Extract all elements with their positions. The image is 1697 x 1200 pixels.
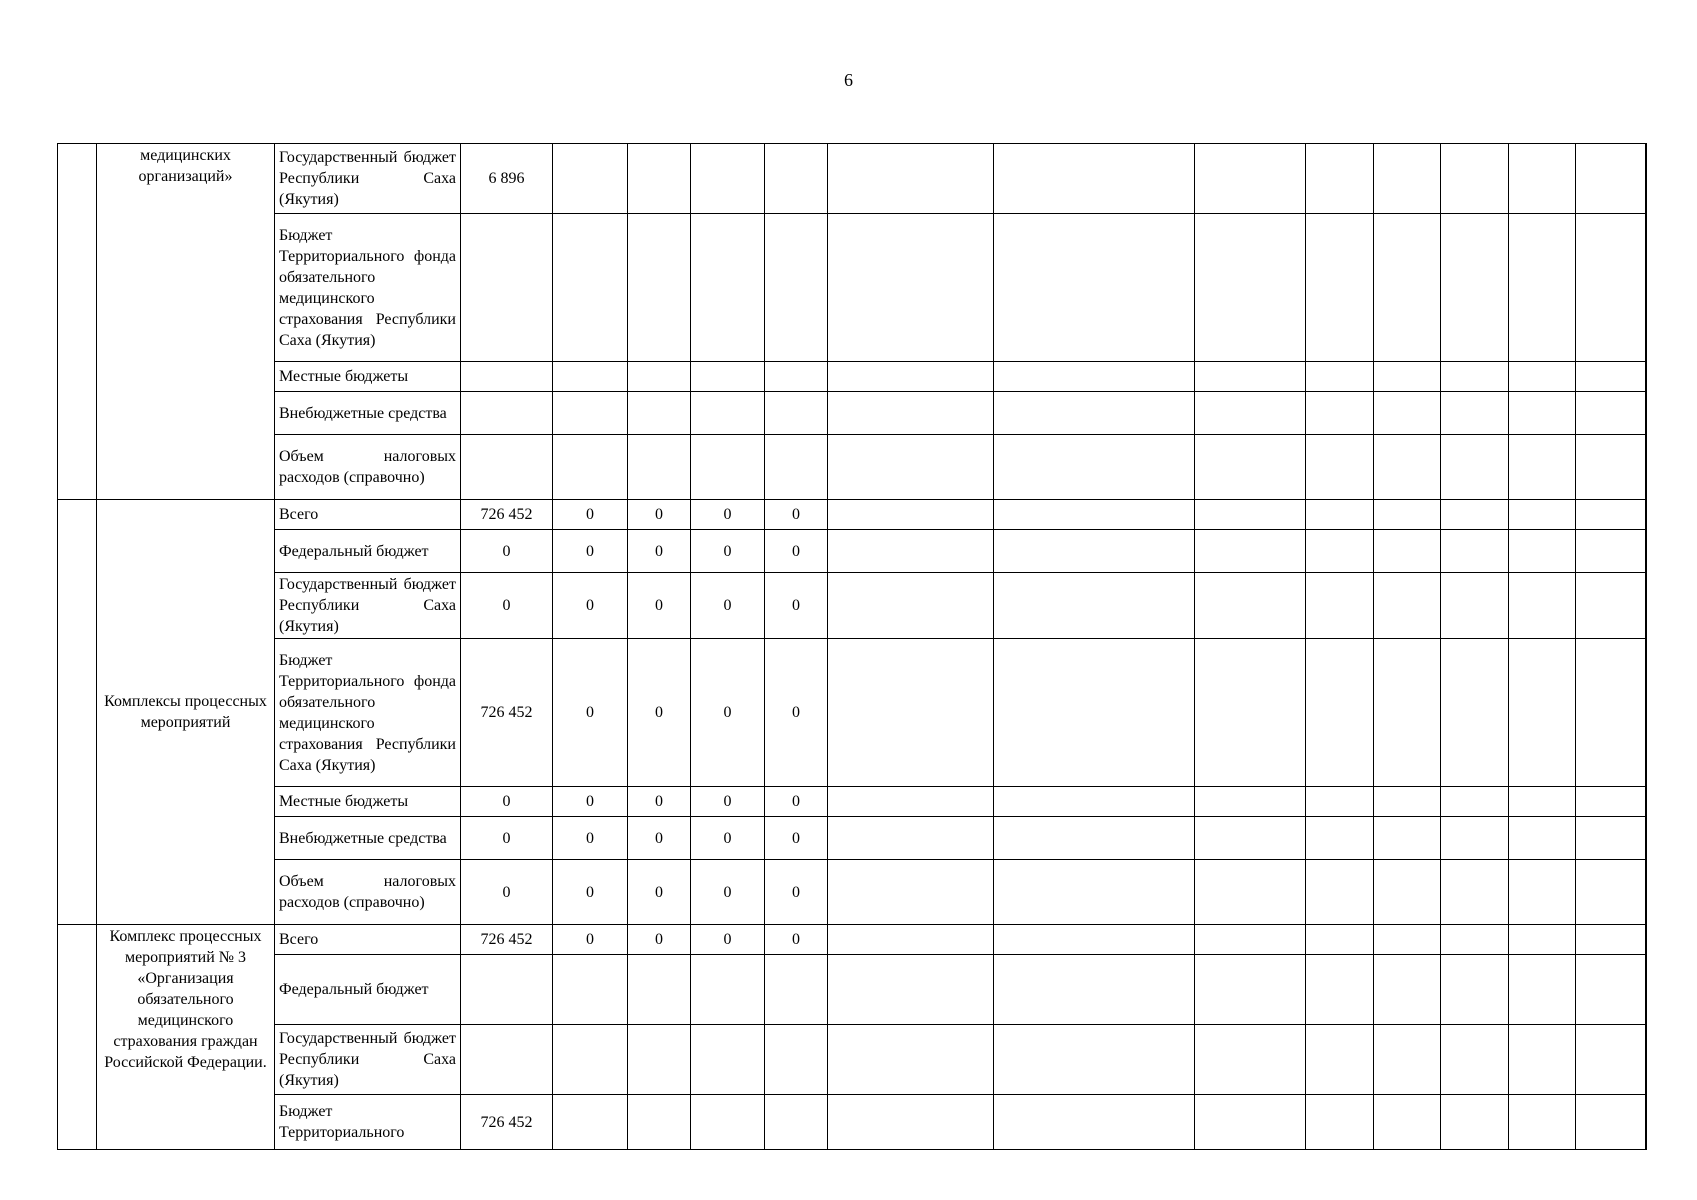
funding-source-cell: Государственный бюджет Республики Саха (Якутия) [275, 1025, 461, 1095]
empty-cell [1441, 639, 1509, 787]
empty-cell [828, 639, 994, 787]
empty-cell [1646, 1025, 1647, 1095]
empty-cell [1441, 392, 1509, 435]
empty-cell [1576, 925, 1646, 955]
row-number-cell [58, 144, 97, 500]
empty-cell [1374, 787, 1441, 817]
value-cell [553, 435, 628, 500]
empty-cell [1195, 573, 1306, 639]
empty-cell [1576, 787, 1646, 817]
value-cell: 0 [553, 500, 628, 530]
empty-cell [1576, 639, 1646, 787]
empty-cell [1195, 955, 1306, 1025]
funding-source-cell: Бюджет Территориального фонда обязательного медицинского страхования Республики Саха (Якутия) [275, 639, 461, 787]
empty-cell [1576, 500, 1646, 530]
value-cell [765, 362, 828, 392]
table-row [58, 144, 1647, 214]
page-number: 6 [844, 70, 853, 90]
value-cell: 0 [765, 639, 828, 787]
empty-cell [1441, 1025, 1509, 1095]
value-cell [628, 214, 691, 362]
value-cell [691, 955, 765, 1025]
empty-cell [1646, 500, 1647, 530]
empty-cell [1374, 639, 1441, 787]
empty-cell [1195, 435, 1306, 500]
value-cell: 0 [553, 817, 628, 860]
empty-cell [1441, 1095, 1509, 1150]
empty-cell [1374, 573, 1441, 639]
empty-cell [1646, 362, 1647, 392]
empty-cell [828, 392, 994, 435]
empty-cell [1195, 925, 1306, 955]
empty-cell [1374, 955, 1441, 1025]
table-row [58, 214, 1647, 362]
value-cell: 0 [628, 530, 691, 573]
empty-cell [1306, 435, 1374, 500]
empty-cell [1441, 955, 1509, 1025]
value-cell [691, 392, 765, 435]
funding-source-cell: Бюджет Территориального фонда обязательного медицинского страхования Республики Саха (Якутия) [275, 214, 461, 362]
value-cell [553, 1095, 628, 1150]
empty-cell [1509, 925, 1576, 955]
table-row [58, 925, 1647, 955]
value-cell [765, 214, 828, 362]
empty-cell [1576, 860, 1646, 925]
empty-cell [1646, 1095, 1647, 1150]
empty-cell [1374, 860, 1441, 925]
value-cell [461, 392, 553, 435]
value-cell: 0 [691, 925, 765, 955]
empty-cell [1374, 392, 1441, 435]
empty-cell [828, 955, 994, 1025]
empty-cell [1374, 435, 1441, 500]
empty-cell [1195, 1025, 1306, 1095]
empty-cell [1509, 955, 1576, 1025]
value-cell [628, 392, 691, 435]
value-cell: 0 [628, 639, 691, 787]
empty-cell [1646, 955, 1647, 1025]
empty-cell [828, 500, 994, 530]
value-cell [461, 1025, 553, 1095]
empty-cell [1306, 500, 1374, 530]
value-cell [765, 955, 828, 1025]
empty-cell [1509, 530, 1576, 573]
empty-cell [1576, 435, 1646, 500]
empty-cell [1374, 500, 1441, 530]
empty-cell [1576, 214, 1646, 362]
empty-cell [1576, 362, 1646, 392]
value-cell: 6 896 [461, 144, 553, 214]
funding-source-cell: Внебюджетные средства [275, 817, 461, 860]
empty-cell [1646, 787, 1647, 817]
empty-cell [994, 787, 1195, 817]
table-row [58, 573, 1647, 639]
empty-cell [1441, 500, 1509, 530]
empty-cell [994, 925, 1195, 955]
empty-cell [1509, 1025, 1576, 1095]
value-cell: 726 452 [461, 1095, 553, 1150]
empty-cell [1374, 925, 1441, 955]
funding-source-cell: Объем налоговых расходов (справочно) [275, 435, 461, 500]
empty-cell [1306, 392, 1374, 435]
funding-source-cell: Местные бюджеты [275, 362, 461, 392]
value-cell: 0 [553, 787, 628, 817]
empty-cell [994, 362, 1195, 392]
value-cell: 0 [691, 787, 765, 817]
empty-cell [1306, 639, 1374, 787]
funding-source-cell: Государственный бюджет Республики Саха (Якутия) [275, 573, 461, 639]
empty-cell [828, 214, 994, 362]
value-cell [461, 435, 553, 500]
value-cell: 0 [461, 817, 553, 860]
empty-cell [1306, 573, 1374, 639]
value-cell: 726 452 [461, 500, 553, 530]
value-cell [553, 955, 628, 1025]
empty-cell [1576, 1025, 1646, 1095]
funding-source-cell: Объем налоговых расходов (справочно) [275, 860, 461, 925]
value-cell [628, 362, 691, 392]
empty-cell [994, 144, 1195, 214]
empty-cell [994, 1025, 1195, 1095]
empty-cell [994, 955, 1195, 1025]
empty-cell [1374, 214, 1441, 362]
table-row [58, 435, 1647, 500]
empty-cell [828, 1025, 994, 1095]
empty-cell [1195, 530, 1306, 573]
empty-cell [1646, 925, 1647, 955]
empty-cell [828, 925, 994, 955]
value-cell: 0 [691, 639, 765, 787]
empty-cell [1374, 530, 1441, 573]
empty-cell [994, 435, 1195, 500]
value-cell: 0 [691, 500, 765, 530]
empty-cell [1576, 144, 1646, 214]
value-cell: 0 [765, 787, 828, 817]
empty-cell [1441, 817, 1509, 860]
empty-cell [1195, 500, 1306, 530]
value-cell: 0 [461, 787, 553, 817]
table-row [58, 955, 1647, 1025]
empty-cell [1509, 362, 1576, 392]
value-cell [553, 1025, 628, 1095]
value-cell [553, 144, 628, 214]
empty-cell [1509, 435, 1576, 500]
value-cell [765, 392, 828, 435]
value-cell: 0 [461, 860, 553, 925]
empty-cell [1306, 144, 1374, 214]
empty-cell [1646, 573, 1647, 639]
value-cell [461, 362, 553, 392]
empty-cell [1509, 144, 1576, 214]
value-cell: 0 [691, 860, 765, 925]
empty-cell [994, 214, 1195, 362]
funding-source-cell: Всего [275, 925, 461, 955]
value-cell: 0 [628, 925, 691, 955]
value-cell: 0 [553, 573, 628, 639]
table-row [58, 639, 1647, 787]
table-row [58, 362, 1647, 392]
empty-cell [1646, 392, 1647, 435]
empty-cell [1195, 214, 1306, 362]
value-cell: 0 [628, 860, 691, 925]
empty-cell [994, 573, 1195, 639]
empty-cell [1441, 787, 1509, 817]
empty-cell [1306, 530, 1374, 573]
program-name-cell: Комплексы процессных мероприятий [97, 500, 275, 925]
empty-cell [828, 362, 994, 392]
funding-source-cell: Местные бюджеты [275, 787, 461, 817]
empty-cell [994, 530, 1195, 573]
value-cell: 726 452 [461, 925, 553, 955]
value-cell: 0 [765, 500, 828, 530]
empty-cell [1306, 214, 1374, 362]
empty-cell [1441, 214, 1509, 362]
empty-cell [1195, 639, 1306, 787]
table-row [58, 392, 1647, 435]
empty-cell [828, 144, 994, 214]
empty-cell [1306, 955, 1374, 1025]
value-cell [628, 144, 691, 214]
empty-cell [1441, 362, 1509, 392]
empty-cell [1509, 214, 1576, 362]
table-row [58, 530, 1647, 573]
empty-cell [994, 817, 1195, 860]
empty-cell [1374, 362, 1441, 392]
empty-cell [1576, 817, 1646, 860]
empty-cell [1646, 817, 1647, 860]
table-row [58, 1095, 1647, 1150]
funding-source-cell: Бюджет Территориального [275, 1095, 461, 1150]
value-cell: 0 [628, 573, 691, 639]
value-cell: 0 [628, 787, 691, 817]
empty-cell [994, 639, 1195, 787]
value-cell: 0 [628, 500, 691, 530]
empty-cell [1195, 144, 1306, 214]
table-row [58, 860, 1647, 925]
empty-cell [994, 500, 1195, 530]
value-cell [691, 435, 765, 500]
empty-cell [994, 1095, 1195, 1150]
empty-cell [1306, 817, 1374, 860]
empty-cell [1509, 1095, 1576, 1150]
value-cell [765, 1025, 828, 1095]
table-row [58, 1025, 1647, 1095]
empty-cell [1509, 573, 1576, 639]
value-cell: 0 [628, 817, 691, 860]
empty-cell [1195, 817, 1306, 860]
value-cell: 0 [691, 817, 765, 860]
empty-cell [1195, 787, 1306, 817]
funding-table [57, 143, 1647, 1150]
empty-cell [1195, 392, 1306, 435]
value-cell [765, 1095, 828, 1150]
empty-cell [1195, 362, 1306, 392]
funding-source-cell: Федеральный бюджет [275, 955, 461, 1025]
value-cell [553, 214, 628, 362]
value-cell: 0 [765, 860, 828, 925]
empty-cell [828, 817, 994, 860]
empty-cell [1441, 925, 1509, 955]
empty-cell [828, 530, 994, 573]
empty-cell [1509, 817, 1576, 860]
empty-cell [1509, 500, 1576, 530]
value-cell [461, 214, 553, 362]
empty-cell [1306, 362, 1374, 392]
empty-cell [1195, 860, 1306, 925]
value-cell: 0 [765, 925, 828, 955]
empty-cell [1374, 1025, 1441, 1095]
value-cell [553, 392, 628, 435]
funding-source-cell: Всего [275, 500, 461, 530]
table-row [58, 787, 1647, 817]
empty-cell [828, 573, 994, 639]
value-cell: 0 [765, 573, 828, 639]
value-cell: 0 [553, 639, 628, 787]
value-cell: 0 [765, 530, 828, 573]
empty-cell [1646, 435, 1647, 500]
value-cell: 0 [553, 860, 628, 925]
funding-source-cell: Федеральный бюджет [275, 530, 461, 573]
table-row [58, 817, 1647, 860]
value-cell: 0 [553, 530, 628, 573]
empty-cell [1576, 530, 1646, 573]
value-cell [691, 1025, 765, 1095]
table-row [58, 500, 1647, 530]
empty-cell [1374, 1095, 1441, 1150]
empty-cell [1509, 860, 1576, 925]
value-cell: 0 [691, 530, 765, 573]
value-cell [765, 435, 828, 500]
value-cell: 0 [461, 573, 553, 639]
empty-cell [828, 1095, 994, 1150]
empty-cell [1306, 1025, 1374, 1095]
value-cell [628, 1095, 691, 1150]
empty-cell [1306, 787, 1374, 817]
empty-cell [1646, 860, 1647, 925]
empty-cell [1576, 1095, 1646, 1150]
value-cell [691, 362, 765, 392]
empty-cell [828, 435, 994, 500]
empty-cell [1646, 214, 1647, 362]
empty-cell [828, 787, 994, 817]
value-cell: 0 [765, 817, 828, 860]
empty-cell [1509, 392, 1576, 435]
value-cell [461, 955, 553, 1025]
value-cell [628, 955, 691, 1025]
funding-source-cell: Внебюджетные средства [275, 392, 461, 435]
empty-cell [828, 860, 994, 925]
value-cell [691, 1095, 765, 1150]
empty-cell [1576, 955, 1646, 1025]
row-number-cell [58, 925, 97, 1150]
empty-cell [1306, 925, 1374, 955]
empty-cell [1441, 435, 1509, 500]
empty-cell [1646, 639, 1647, 787]
empty-cell [994, 860, 1195, 925]
row-number-cell [58, 500, 97, 925]
empty-cell [1646, 144, 1647, 214]
value-cell: 0 [553, 925, 628, 955]
empty-cell [1441, 530, 1509, 573]
empty-cell [1195, 1095, 1306, 1150]
value-cell [628, 1025, 691, 1095]
empty-cell [1646, 530, 1647, 573]
empty-cell [1306, 860, 1374, 925]
empty-cell [1306, 1095, 1374, 1150]
program-name-cell: медицинских организаций» [97, 144, 275, 500]
empty-cell [1509, 787, 1576, 817]
empty-cell [1441, 573, 1509, 639]
value-cell: 0 [691, 573, 765, 639]
value-cell [691, 144, 765, 214]
empty-cell [1576, 392, 1646, 435]
empty-cell [1441, 860, 1509, 925]
program-name-cell: Комплекс процессных мероприятий № 3 «Организация обязательного медицинского страхования граждан Российской Федерации. [97, 925, 275, 1150]
empty-cell [994, 392, 1195, 435]
empty-cell [1374, 817, 1441, 860]
funding-source-cell: Государственный бюджет Республики Саха (Якутия) [275, 144, 461, 214]
empty-cell [1441, 144, 1509, 214]
value-cell [765, 144, 828, 214]
empty-cell [1374, 144, 1441, 214]
value-cell [553, 362, 628, 392]
value-cell [628, 435, 691, 500]
value-cell: 726 452 [461, 639, 553, 787]
empty-cell [1509, 639, 1576, 787]
value-cell [691, 214, 765, 362]
value-cell: 0 [461, 530, 553, 573]
empty-cell [1576, 573, 1646, 639]
